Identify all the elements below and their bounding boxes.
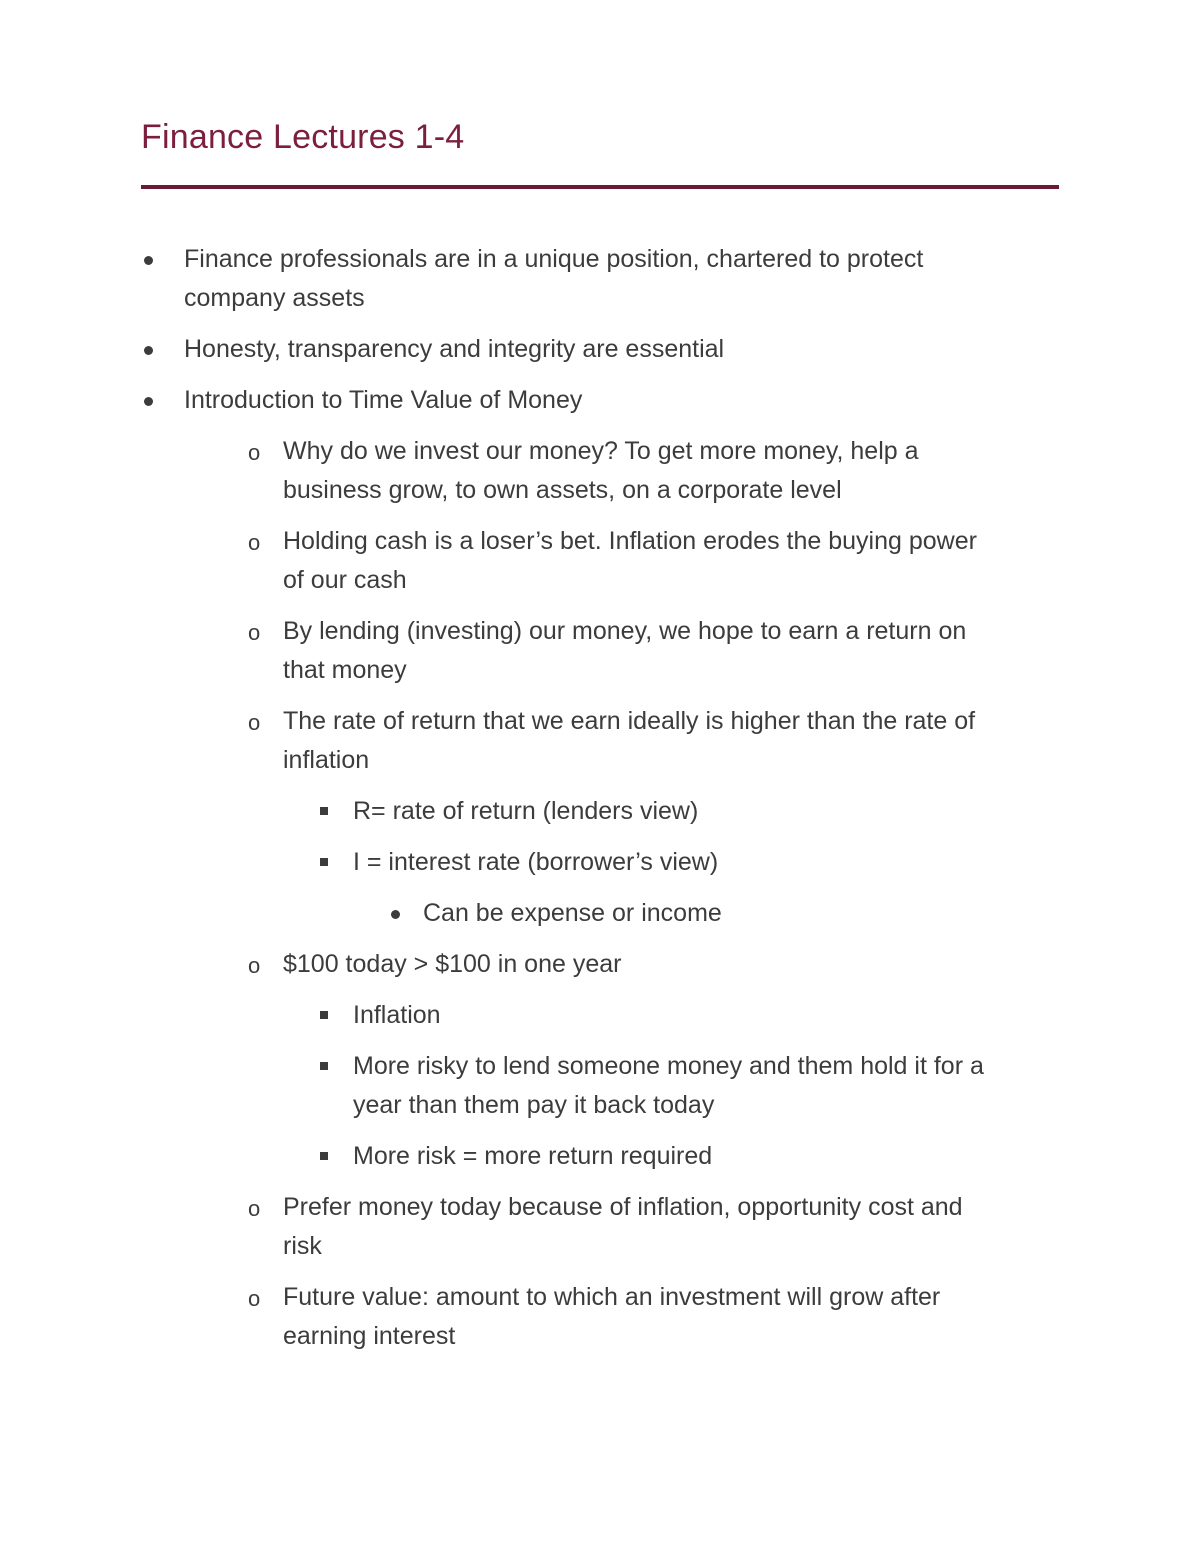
bullet-square-icon [320,1011,328,1019]
list-item-text: Introduction to Time Value of Money [184,386,583,414]
list-item-text: By lending (investing) our money, we hope to earn a return on [283,617,967,645]
bullet-dot-icon [144,346,153,355]
bullet-dot-icon [391,910,400,919]
list-item-text: More risk = more return required [353,1142,713,1170]
list-item-text: Holding cash is a loser’s bet. Inflation erodes the buying power [283,527,977,555]
list-item-text: Future value: amount to which an investment will grow after [283,1283,941,1311]
bullet-circle-icon: o [248,710,261,735]
list-item-text: earning interest [283,1322,456,1350]
list-item-text: year than them pay it back today [353,1091,715,1119]
list-item-text: More risky to lend someone money and them hold it for a [353,1052,984,1080]
bullet-circle-icon: o [248,1286,261,1311]
bullet-circle-icon: o [248,530,261,555]
list-item-text: business grow, to own assets, on a corporate level [283,476,842,504]
list-item-text: Inflation [353,1001,441,1029]
list-item-text: risk [283,1232,322,1260]
list-item-text: Can be expense or income [423,899,722,927]
bullet-square-icon [320,858,328,866]
list-item-text: Honesty, transparency and integrity are essential [184,335,725,363]
bullet-circle-icon: o [248,440,261,465]
list-item-text: I = interest rate (borrower’s view) [353,848,719,876]
list-item-text: R= rate of return (lenders view) [353,797,699,825]
list-item-text: Prefer money today because of inflation, opportunity cost and [283,1193,963,1221]
bullet-circle-icon: o [248,1196,261,1221]
list-item-text: that money [283,656,407,684]
list-item-text: Finance professionals are in a unique position, chartered to protect [184,245,924,273]
title-underline [141,185,1059,189]
page-title: Finance Lectures 1-4 [141,118,465,156]
bullet-circle-icon: o [248,620,261,645]
list-item-text: company assets [184,284,365,312]
list-item-text: The rate of return that we earn ideally is higher than the rate of [283,707,976,735]
list-item-text: Why do we invest our money? To get more money, help a [283,437,919,465]
bullet-square-icon [320,1062,328,1070]
bullet-square-icon [320,1152,328,1160]
list-item-text: of our cash [283,566,407,594]
list-item-text: $100 today > $100 in one year [283,950,622,978]
list-item-text: inflation [283,746,370,774]
bullet-circle-icon: o [248,953,261,978]
bullet-dot-icon [144,397,153,406]
bullet-dot-icon [144,256,153,265]
bullet-square-icon [320,807,328,815]
